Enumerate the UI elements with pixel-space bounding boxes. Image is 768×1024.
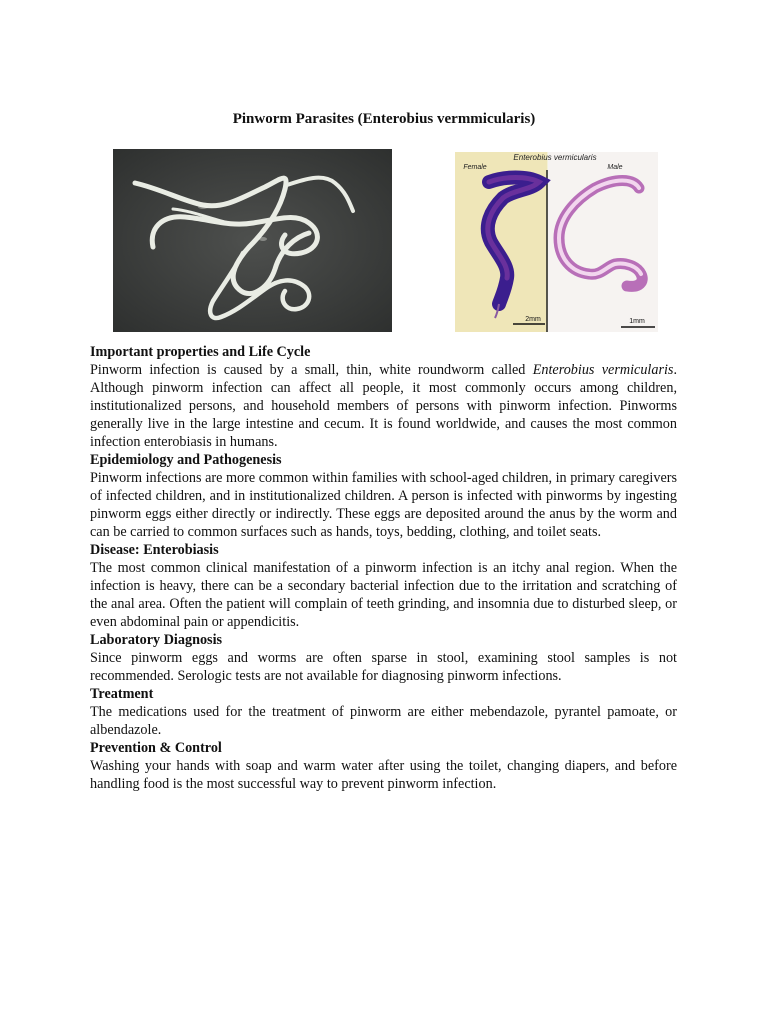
section-body-prevention: Washing your hands with soap and warm water after using the toilet, changing diapers, and before handling food is the most successful way to prevent pinworm infection. <box>90 758 677 792</box>
body-text: Pinworm infection is caused by a small, thin, white roundworm called <box>90 362 533 378</box>
female-label: Female <box>463 164 487 171</box>
scale-left-label: 2mm <box>525 316 541 323</box>
section-heading-prevention: Prevention & Control <box>90 740 222 756</box>
pinworm-photo <box>113 149 392 332</box>
section-body-diagnosis: Since pinworm eggs and worms are often sparse in stool, examining stool samples is not recommended. Serologic tests are not available for diagnosing pinworm infections. <box>90 650 677 684</box>
scale-right-label: 1mm <box>629 318 645 325</box>
section-body-treatment: The medications used for the treatment of pinworm are either mebendazole, pyrantel pamoate, or albendazole. <box>90 704 677 738</box>
body-text: . Although pinworm infection can affect all people, it most commonly occurs among children, institutionalized persons, and household members of persons with pinworm infection. Pinworms generally live in the large intestine and cecum. It is found worldwide, and causes the most common infection enterobiasis in humans. <box>90 362 677 450</box>
stained-worms-illustration <box>455 152 658 332</box>
section-heading-diagnosis: Laboratory Diagnosis <box>90 632 223 648</box>
section-body-disease: The most common clinical manifestation of a pinworm infection is an itchy anal region. When the infection is heavy, there can be a secondary bacterial infection due to the irritation and scratching of the anal area. Often the patient will complain of teeth grinding, and insomnia due to disturbed sleep, or even abdominal pain or appendicitis. <box>90 560 677 630</box>
male-label: Male <box>607 164 623 171</box>
specimen-figure <box>455 152 658 332</box>
section-heading-life-cycle: Important properties and Life Cycle <box>90 344 311 360</box>
figure-caption: Enterobius vermicularis <box>513 153 597 162</box>
worms-illustration <box>113 149 392 332</box>
section-heading-treatment: Treatment <box>90 686 154 702</box>
section-body-epidemiology: Pinworm infections are more common within families with school-aged children, in primary caregivers of infected children, and in institutionalized children. A person is infected with pinworms by ingesting pinworm eggs either directly or indirectly. These eggs are deposited around the anus by the worm and can be carried to common surfaces such as hands, toys, bedding, clothing, and toilet seats. <box>90 470 677 540</box>
species-name: Enterobius vermicularis <box>532 362 674 378</box>
section-body-life-cycle <box>90 361 677 451</box>
section-heading-epidemiology: Epidemiology and Pathogenesis <box>90 452 282 468</box>
page-title: Pinworm Parasites (Enterobius vermmicularis) <box>232 111 536 127</box>
section-heading-disease: Disease: Enterobiasis <box>90 542 219 558</box>
document-body <box>90 343 677 793</box>
